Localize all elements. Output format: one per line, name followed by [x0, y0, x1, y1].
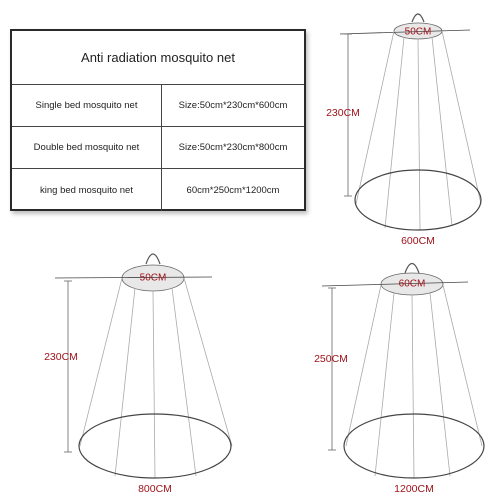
single-bottom-circumference: 600CM: [401, 235, 435, 247]
row-size: 60cm*250cm*1200cm: [186, 184, 280, 196]
net-double-illustration: [55, 254, 232, 478]
single-height: 230CM: [326, 107, 360, 119]
row-name: king bed mosquito net: [12, 169, 162, 211]
row-size: Size:50cm*230cm*600cm: [178, 100, 288, 111]
single-top-diameter: 50CM: [404, 26, 432, 38]
net-single-illustration: [340, 14, 481, 230]
table-title: Anti radiation mosquito net: [12, 31, 304, 85]
row-name: Double bed mosquito net: [12, 127, 162, 168]
row-name: Single bed mosquito net: [12, 85, 162, 126]
net-king-illustration: [322, 264, 484, 479]
king-bottom-circumference: 1200CM: [394, 483, 434, 495]
king-height: 250CM: [314, 353, 348, 365]
double-height: 230CM: [44, 351, 78, 363]
king-top-diameter: 60CM: [398, 278, 426, 290]
row-size: Size:50cm*230cm*800cm: [178, 142, 288, 153]
double-bottom-circumference: 800CM: [138, 483, 172, 495]
double-top-diameter: 50CM: [139, 272, 167, 284]
